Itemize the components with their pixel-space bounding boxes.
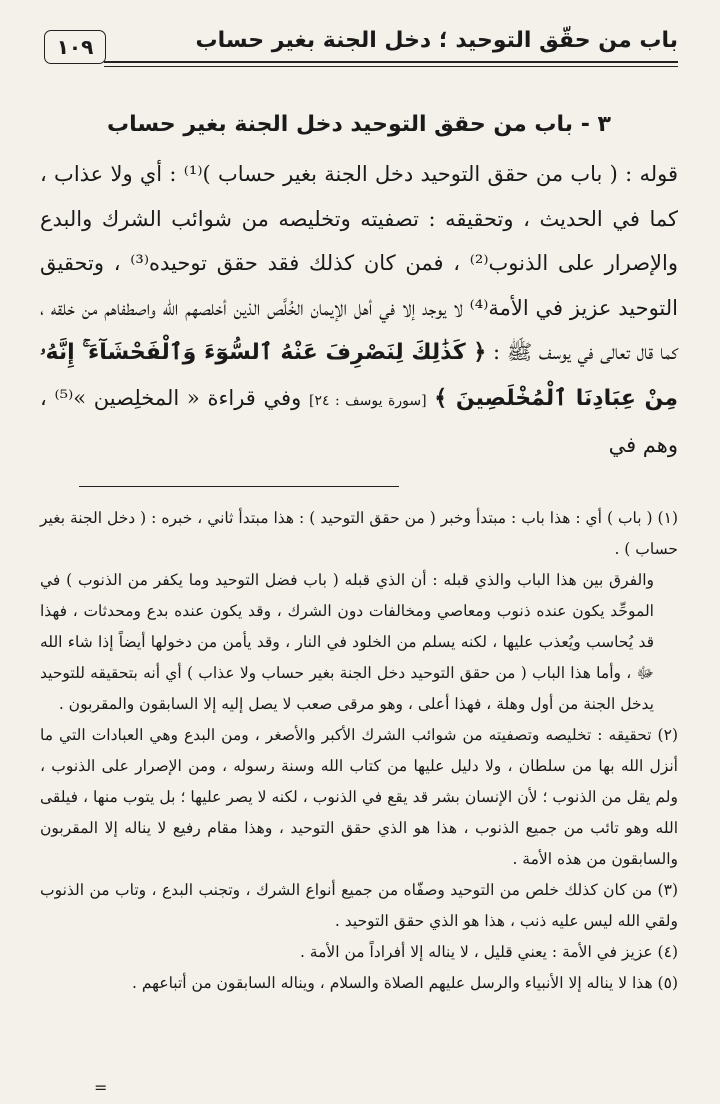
main-text	[40, 152, 678, 468]
page-number: ١٠٩	[44, 30, 106, 64]
running-title: باب من حقّق التوحيد ؛ دخل الجنة بغير حساب	[195, 28, 678, 53]
quran-reference: [سورة يوسف : ٢٤]	[308, 392, 427, 409]
main-paragraph-end: وفي قراءة « المخلِصين »⁽⁵⁾ ، وهم في	[40, 385, 678, 457]
page-header	[40, 0, 678, 70]
header-rule-thin	[104, 66, 678, 67]
footnote-2: (٢) تحقيقه : تخليصه وتصفيته من شوائب الشرك الأكبر والأصغر ، ومن البدع وهي العبادات التي ما أنزل الله بها من سلطان ، ولا دليل عليها من كتاب الله وسنة رسوله ، ومن الإصرار على الذنوب ، ولم يقل من الذنوب ؛ لأن الإنسان بشر قد يقع في الذنوب ، لكنه لا يصر عليها ؛ بل يتوب منها ، فيلقى الله وهو تائب من جميع الذنوب ، هذا هو الذي حقق التوحيد ، وهذا مقام رفيع لا يناله إلا المقربون والسابقون من هذه الأمة .	[40, 725, 678, 868]
main-paragraph	[40, 152, 678, 468]
footnote-separator	[79, 486, 399, 487]
footnote-1-continued: والفرق بين هذا الباب والذي قبله : أن الذي قبله ( باب فضل التوحيد وما يكفر من الذنوب ) في الموحِّد يكون عنده ذنوب ومعاصي ومخالفات دون الشرك ، وقد يكون عنده بدع ومحدثات ، فهذا قد يُحاسب ويُعذب عليها ، لكنه يسلم من الخلود في النار ، وقد يأمن من دخولها أيضاً إذا شاء الله ﷻ ، وأما هذا الباب ( من حقق التوحيد دخل الجنة بغير حساب ولا عذاب ) أي أنه بتحقيقه للتوحيد يدخل الجنة من أول وهلة ، فهذا أعلى ، وهو مرقى صعب لا يصل إليه إلا السابقون والمقربون .	[40, 570, 654, 713]
continuation-mark: =	[94, 1078, 108, 1097]
header-rule	[104, 61, 678, 63]
footnote-1: (١) ( باب ) أي : هذا باب : مبتدأ وخبر ( من حقق التوحيد ) : هذا مبتدأ ثاني ، خبره : ( دخل الجنة بغير حساب ) .	[40, 508, 678, 558]
main-paragraph-text: قوله : ( باب من حقق التوحيد دخل الجنة بغير حساب )⁽¹⁾ : أي ولا عذاب ، كما في الحديث ، وتحقيقه : تصفيته وتخليصه من شوائب الشرك والبدع والإصرار على الذنوب⁽²⁾ ، فمن كان كذلك فقد حقق توحيده⁽³⁾ ، وتحقيق التوحيد عزيز في الأمة⁽⁴⁾ لا يوجد إلا في أهل الإيمان الخُلَّص الذين أخلصهم الله واصطفاهم من خلقه ، كما قال تعالى في يوسف ﷺ :	[40, 162, 679, 364]
footnote-3: (٣) من كان كذلك خلص من التوحيد وصفّاه من جميع أنواع الشرك ، وتجنب البدع ، وتاب من الذنوب ولقي الله ليس عليه ذنب ، هذا هو الذي حقق التوحيد .	[40, 880, 678, 930]
footnote-4: (٤) عزيز في الأمة : يعني قليل ، لا يناله إلا أفراداً من الأمة .	[299, 942, 678, 961]
footnotes	[40, 503, 678, 999]
quran-verse: ﴿ كَذَٰلِكَ لِنَصْرِفَ عَنْهُ ٱلسُّوٓءَ وَٱلْفَحْشَآءَ ۚ إِنَّهُۥ مِنْ عِبَادِنَا ٱلْمُخْلَصِينَ ﴾	[40, 340, 678, 411]
chapter-title: ٣ - باب من حقق التوحيد دخل الجنة بغير حساب	[107, 112, 611, 137]
footnote-5: (٥) هذا لا يناله إلا الأنبياء والرسل عليهم الصلاة والسلام ، ويناله السابقون من أتباعهم .	[132, 973, 678, 992]
